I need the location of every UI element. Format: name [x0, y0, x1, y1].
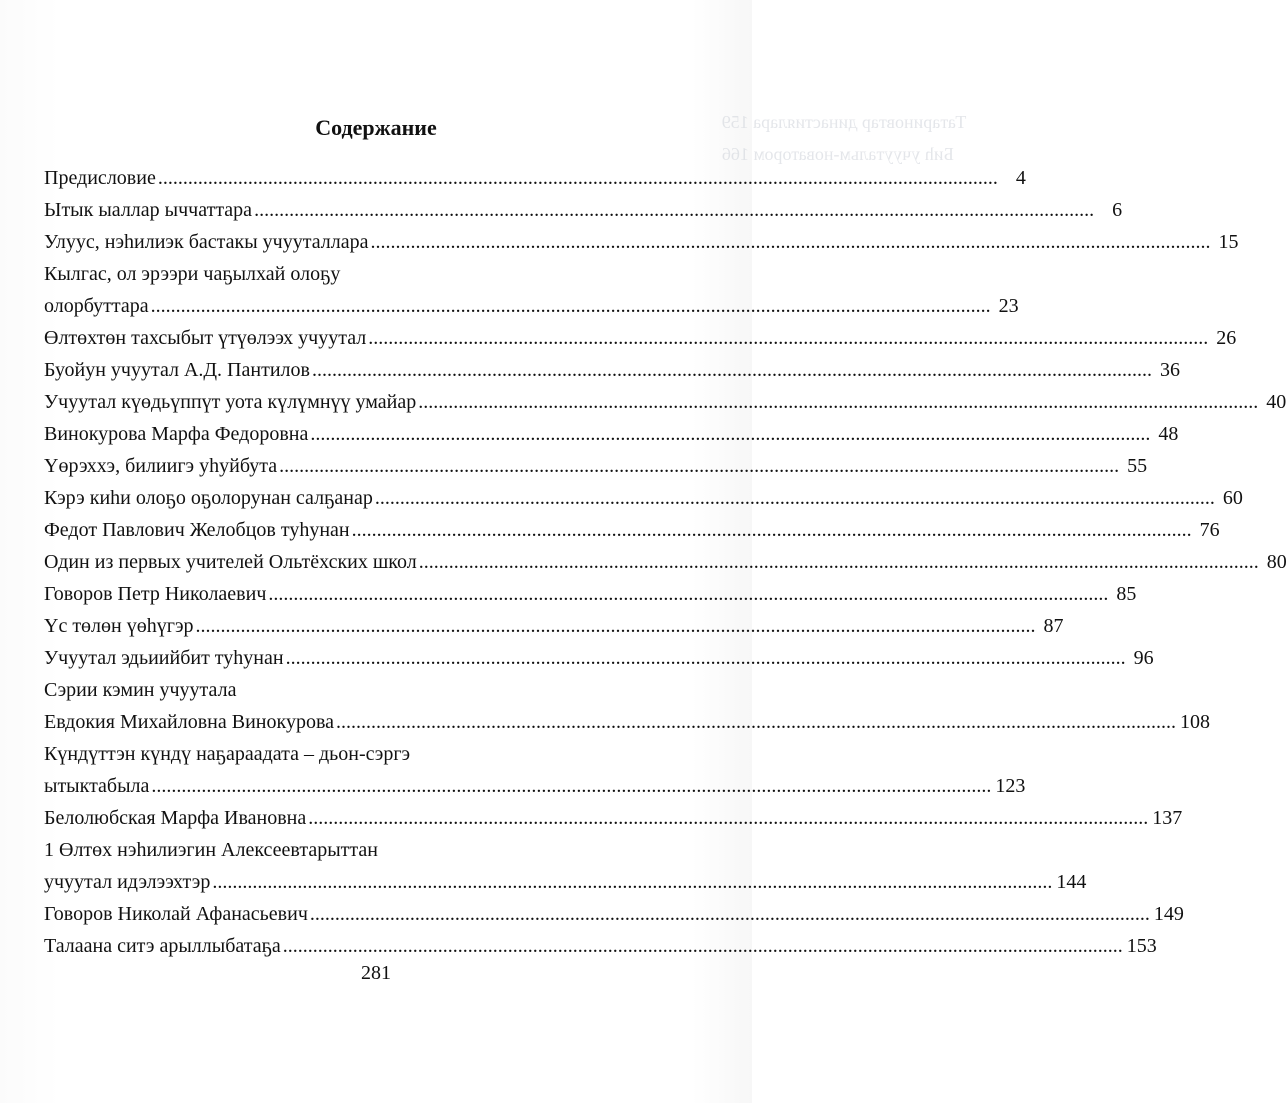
toc-entry[interactable] — [44, 418, 1179, 450]
toc-entry-title: Предисловие — [44, 167, 156, 189]
dot-leader — [419, 546, 1259, 578]
toc-entry[interactable] — [44, 802, 1183, 834]
toc-entry-page: 15 — [1218, 231, 1239, 253]
toc-entry[interactable] — [44, 162, 1026, 194]
toc-entry[interactable] — [44, 194, 1123, 226]
toc-entry-page: 153 — [1126, 935, 1157, 957]
toc-entry-page: 76 — [1199, 519, 1220, 541]
dot-leader — [158, 162, 998, 194]
dot-leader — [312, 354, 1152, 386]
toc-entry[interactable] — [44, 770, 1026, 802]
dot-leader — [375, 482, 1215, 514]
toc-entry[interactable] — [44, 610, 1064, 642]
toc-entry[interactable] — [44, 930, 1157, 962]
toc-entry-page: 23 — [998, 295, 1019, 317]
toc-entry[interactable] — [44, 642, 1154, 674]
toc-entry-page: 6 — [1112, 199, 1123, 221]
dot-leader — [371, 226, 1211, 258]
dot-leader — [310, 418, 1150, 450]
dot-leader — [151, 290, 991, 322]
toc-entry[interactable] — [44, 290, 1019, 322]
page-title: Содержание — [315, 115, 437, 140]
toc-entry-title: Говоров Петр Николаевич — [44, 583, 267, 605]
dot-leader — [286, 642, 1126, 674]
dot-leader — [151, 770, 991, 802]
toc-entry-page: 85 — [1116, 583, 1137, 605]
toc-entry-title: Өлтөхтөн тахсыбыт үтүөлээх учуутал — [44, 327, 367, 349]
toc-entry-title: Винокурова Марфа Федоровна — [44, 423, 309, 445]
toc-entry[interactable] — [44, 578, 1137, 610]
toc-entry[interactable] — [44, 226, 1239, 258]
toc-entry-title: Күндүттэн күндү наҕараадата – дьон-сэргэ — [44, 743, 411, 765]
toc-entry-page: 137 — [1152, 807, 1183, 829]
dot-leader — [308, 802, 1148, 834]
toc-entry-page: 80 — [1266, 551, 1287, 573]
dot-leader — [254, 194, 1094, 226]
toc-entry-page: 26 — [1216, 327, 1237, 349]
toc-entry-title: Сэрии кэмин учуутала — [44, 679, 237, 701]
dot-leader — [310, 898, 1150, 930]
toc-entry-page: 87 — [1043, 615, 1064, 637]
toc-entry-title: ытыктабыла — [44, 775, 150, 797]
toc-entry-title: 1 Өлтөх нэһилиэгин Алексеевтарыттан — [44, 839, 378, 861]
toc-entry-page: 4 — [1015, 167, 1026, 189]
toc-entry-title: Үөрэххэ, билиигэ уһуйбута — [44, 455, 278, 477]
toc-entry-title: Федот Павлович Желобцов туһунан — [44, 519, 350, 541]
toc-entry-title: Улуус, нэһилиэк бастакы учууталлара — [44, 231, 369, 253]
toc-entry-title: Талаана ситэ арыллыбатаҕа — [44, 935, 281, 957]
toc-entry[interactable] — [44, 258, 554, 290]
toc-entry[interactable] — [44, 514, 1220, 546]
toc-entry-title: Белолюбская Марфа Ивановна — [44, 807, 307, 829]
dot-leader — [283, 930, 1123, 962]
toc-entry-page: 36 — [1159, 359, 1180, 381]
toc-entry[interactable] — [44, 738, 554, 770]
toc-entry-title: Учуутал күөдьүппүт уота күлүмнүү умайар — [44, 391, 417, 413]
toc-entry-title: Кылгас, ол эрээри чаҕылхай олоҕу — [44, 263, 341, 285]
toc-entry-title: Ытык ыаллар ыччаттара — [44, 199, 253, 221]
toc-entry[interactable] — [44, 674, 554, 706]
toc-entry-page: 40 — [1266, 391, 1287, 413]
toc-entry-page: 108 — [1180, 711, 1210, 733]
toc-entry[interactable] — [44, 706, 1210, 738]
dot-leader — [268, 578, 1108, 610]
toc-entry-title: Үс төлөн үөһүгэр — [44, 615, 194, 637]
toc-entry-title: Учуутал эдьиийбит туһунан — [44, 647, 284, 669]
toc-entry-title: Буойун учуутал А.Д. Пантилов — [44, 359, 310, 381]
toc-entry-title: Говоров Николай Афанасьевич — [44, 903, 308, 925]
toc-entry-page: 96 — [1133, 647, 1154, 669]
dot-leader — [336, 706, 1176, 738]
toc-entry-title: Евдокия Михайловна Винокурова — [44, 711, 334, 733]
toc-entry-page: 55 — [1127, 455, 1148, 477]
toc-entry-page: 60 — [1222, 487, 1243, 509]
bleed-line: Биһ учуутальм-новатором 166 — [722, 144, 954, 164]
table-of-contents — [44, 162, 1287, 962]
toc-entry-title: учуутал идэлээхтэр — [44, 871, 211, 893]
toc-entry[interactable] — [44, 834, 554, 866]
toc-entry[interactable] — [44, 450, 1148, 482]
toc-entry[interactable] — [44, 322, 1237, 354]
dot-leader — [279, 450, 1119, 482]
toc-entry-title: Кэрэ киһи олоҕо оҕолорунан салҕанар — [44, 487, 373, 509]
toc-entry[interactable] — [44, 866, 1087, 898]
dot-leader — [418, 386, 1258, 418]
toc-entry-page: 48 — [1158, 423, 1179, 445]
toc-entry-page: 149 — [1153, 903, 1184, 925]
bleed-line: Татариновтар династиялара 159 — [722, 112, 967, 132]
toc-entry[interactable] — [44, 386, 1287, 418]
page-number: 281 — [361, 962, 391, 984]
dot-leader — [196, 610, 1036, 642]
toc-entry-page: 123 — [995, 775, 1026, 797]
dot-leader — [352, 514, 1192, 546]
toc-entry-page: 144 — [1056, 871, 1087, 893]
toc-entry-title: Один из первых учителей Ольтёхских школ — [44, 551, 417, 573]
dot-leader — [212, 866, 1052, 898]
toc-entry[interactable] — [44, 898, 1184, 930]
toc-entry-title: олорбуттара — [44, 295, 149, 317]
dot-leader — [368, 322, 1208, 354]
toc-entry[interactable] — [44, 546, 1287, 578]
toc-entry[interactable] — [44, 354, 1180, 386]
toc-entry[interactable] — [44, 482, 1243, 514]
